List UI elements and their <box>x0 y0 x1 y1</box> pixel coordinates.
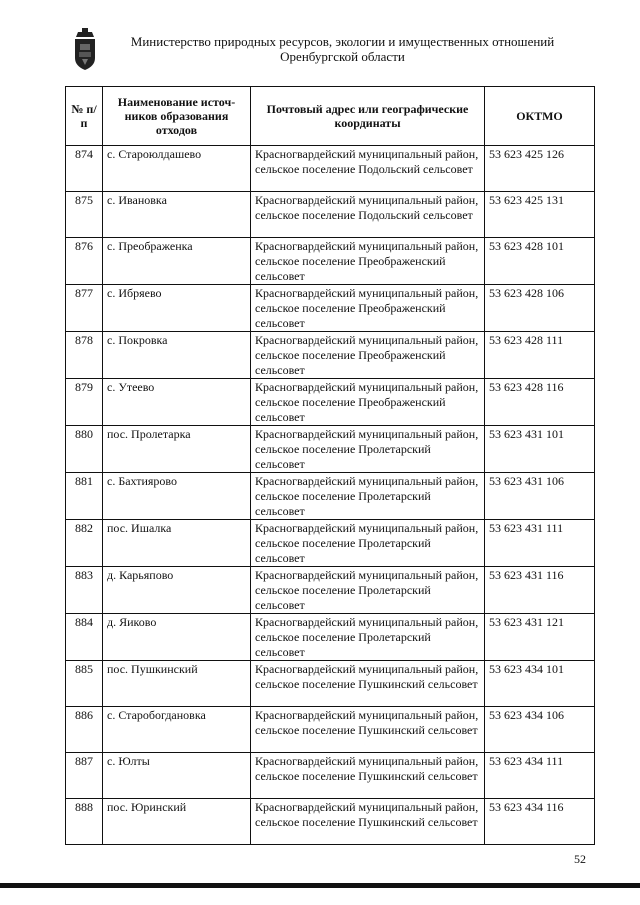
cell-address: Красногвардейский муниципальный район, сельское поселение Пушкинский сельсовет <box>251 661 485 707</box>
cell-source-name: пос. Пушкинский <box>103 661 251 707</box>
cell-source-name: пос. Юринский <box>103 799 251 845</box>
cell-source-name: с. Старобогдановка <box>103 707 251 753</box>
table-header-row <box>66 87 595 146</box>
cell-oktmo: 53 623 431 116 <box>485 567 595 614</box>
cell-number: 888 <box>66 799 103 845</box>
table-row <box>66 238 595 285</box>
cell-oktmo: 53 623 431 121 <box>485 614 595 661</box>
cell-source-name: д. Карьяпово <box>103 567 251 614</box>
table-row <box>66 614 595 661</box>
cell-number: 874 <box>66 146 103 192</box>
cell-oktmo: 53 623 434 116 <box>485 799 595 845</box>
cell-source-name: пос. Ишалка <box>103 520 251 567</box>
organization-header <box>110 34 575 64</box>
cell-address: Красногвардейский муниципальный район, сельское поселение Пушкинский сельсовет <box>251 753 485 799</box>
cell-number: 886 <box>66 707 103 753</box>
table-row <box>66 379 595 426</box>
table-row <box>66 332 595 379</box>
cell-address: Красногвардейский муниципальный район, сельское поселение Преображенский сельсовет <box>251 238 485 285</box>
cell-address: Красногвардейский муниципальный район, сельское поселение Преображенский сельсовет <box>251 332 485 379</box>
cell-source-name: с. Утеево <box>103 379 251 426</box>
cell-address: Красногвардейский муниципальный район, сельское поселение Пушкинский сельсовет <box>251 799 485 845</box>
column-header-oktmo: ОКТМО <box>485 87 595 146</box>
cell-source-name: с. Ибряево <box>103 285 251 332</box>
cell-number: 876 <box>66 238 103 285</box>
cell-source-name: с. Преображенка <box>103 238 251 285</box>
cell-oktmo: 53 623 431 106 <box>485 473 595 520</box>
cell-source-name: с. Юлты <box>103 753 251 799</box>
cell-address: Красногвардейский муниципальный район, сельское поселение Подольский сельсовет <box>251 192 485 238</box>
cell-number: 887 <box>66 753 103 799</box>
cell-number: 881 <box>66 473 103 520</box>
cell-number: 884 <box>66 614 103 661</box>
cell-oktmo: 53 623 431 101 <box>485 426 595 473</box>
cell-oktmo: 53 623 428 101 <box>485 238 595 285</box>
organization-region: Оренбургской области <box>280 49 405 64</box>
cell-source-name: д. Яиково <box>103 614 251 661</box>
cell-oktmo: 53 623 425 126 <box>485 146 595 192</box>
cell-oktmo: 53 623 434 106 <box>485 707 595 753</box>
table-row <box>66 426 595 473</box>
cell-source-name: с. Староюлдашево <box>103 146 251 192</box>
cell-address: Красногвардейский муниципальный район, сельское поселение Преображенский сельсовет <box>251 285 485 332</box>
cell-source-name: с. Покровка <box>103 332 251 379</box>
cell-number: 885 <box>66 661 103 707</box>
waste-sources-table <box>65 86 595 845</box>
cell-oktmo: 53 623 428 111 <box>485 332 595 379</box>
cell-source-name: пос. Пролетарка <box>103 426 251 473</box>
cell-number: 882 <box>66 520 103 567</box>
cell-number: 877 <box>66 285 103 332</box>
table-row <box>66 707 595 753</box>
cell-source-name: с. Ивановка <box>103 192 251 238</box>
cell-address: Красногвардейский муниципальный район, сельское поселение Преображенский сельсовет <box>251 379 485 426</box>
cell-number: 883 <box>66 567 103 614</box>
table-row <box>66 520 595 567</box>
column-header-number: № п/п <box>66 87 103 146</box>
table-row <box>66 473 595 520</box>
page-number: 52 <box>574 852 586 866</box>
bottom-scan-border <box>0 883 640 888</box>
cell-address: Красногвардейский муниципальный район, сельское поселение Пролетарский сельсовет <box>251 426 485 473</box>
table-row <box>66 567 595 614</box>
column-header-address: Почтовый адрес или географические координаты <box>251 87 485 146</box>
coat-of-arms-emblem <box>72 28 98 72</box>
table-row <box>66 799 595 845</box>
cell-address: Красногвардейский муниципальный район, сельское поселение Пролетарский сельсовет <box>251 614 485 661</box>
cell-address: Красногвардейский муниципальный район, сельское поселение Пролетарский сельсовет <box>251 567 485 614</box>
cell-oktmo: 53 623 428 116 <box>485 379 595 426</box>
cell-number: 880 <box>66 426 103 473</box>
cell-oktmo: 53 623 425 131 <box>485 192 595 238</box>
table-row <box>66 146 595 192</box>
table-row <box>66 753 595 799</box>
table-row <box>66 285 595 332</box>
cell-number: 879 <box>66 379 103 426</box>
cell-address: Красногвардейский муниципальный район, сельское поселение Подольский сельсовет <box>251 146 485 192</box>
table-row <box>66 661 595 707</box>
column-header-source-name: Наименование источников образования отходов <box>103 87 251 146</box>
cell-oktmo: 53 623 428 106 <box>485 285 595 332</box>
cell-oktmo: 53 623 431 111 <box>485 520 595 567</box>
cell-number: 875 <box>66 192 103 238</box>
cell-source-name: с. Бахтиярово <box>103 473 251 520</box>
cell-address: Красногвардейский муниципальный район, сельское поселение Пушкинский сельсовет <box>251 707 485 753</box>
cell-oktmo: 53 623 434 101 <box>485 661 595 707</box>
cell-address: Красногвардейский муниципальный район, сельское поселение Пролетарский сельсовет <box>251 473 485 520</box>
cell-address: Красногвардейский муниципальный район, сельское поселение Пролетарский сельсовет <box>251 520 485 567</box>
cell-number: 878 <box>66 332 103 379</box>
table-row <box>66 192 595 238</box>
organization-name: Министерство природных ресурсов, экологии и имущественных отношений <box>130 34 555 49</box>
cell-oktmo: 53 623 434 111 <box>485 753 595 799</box>
